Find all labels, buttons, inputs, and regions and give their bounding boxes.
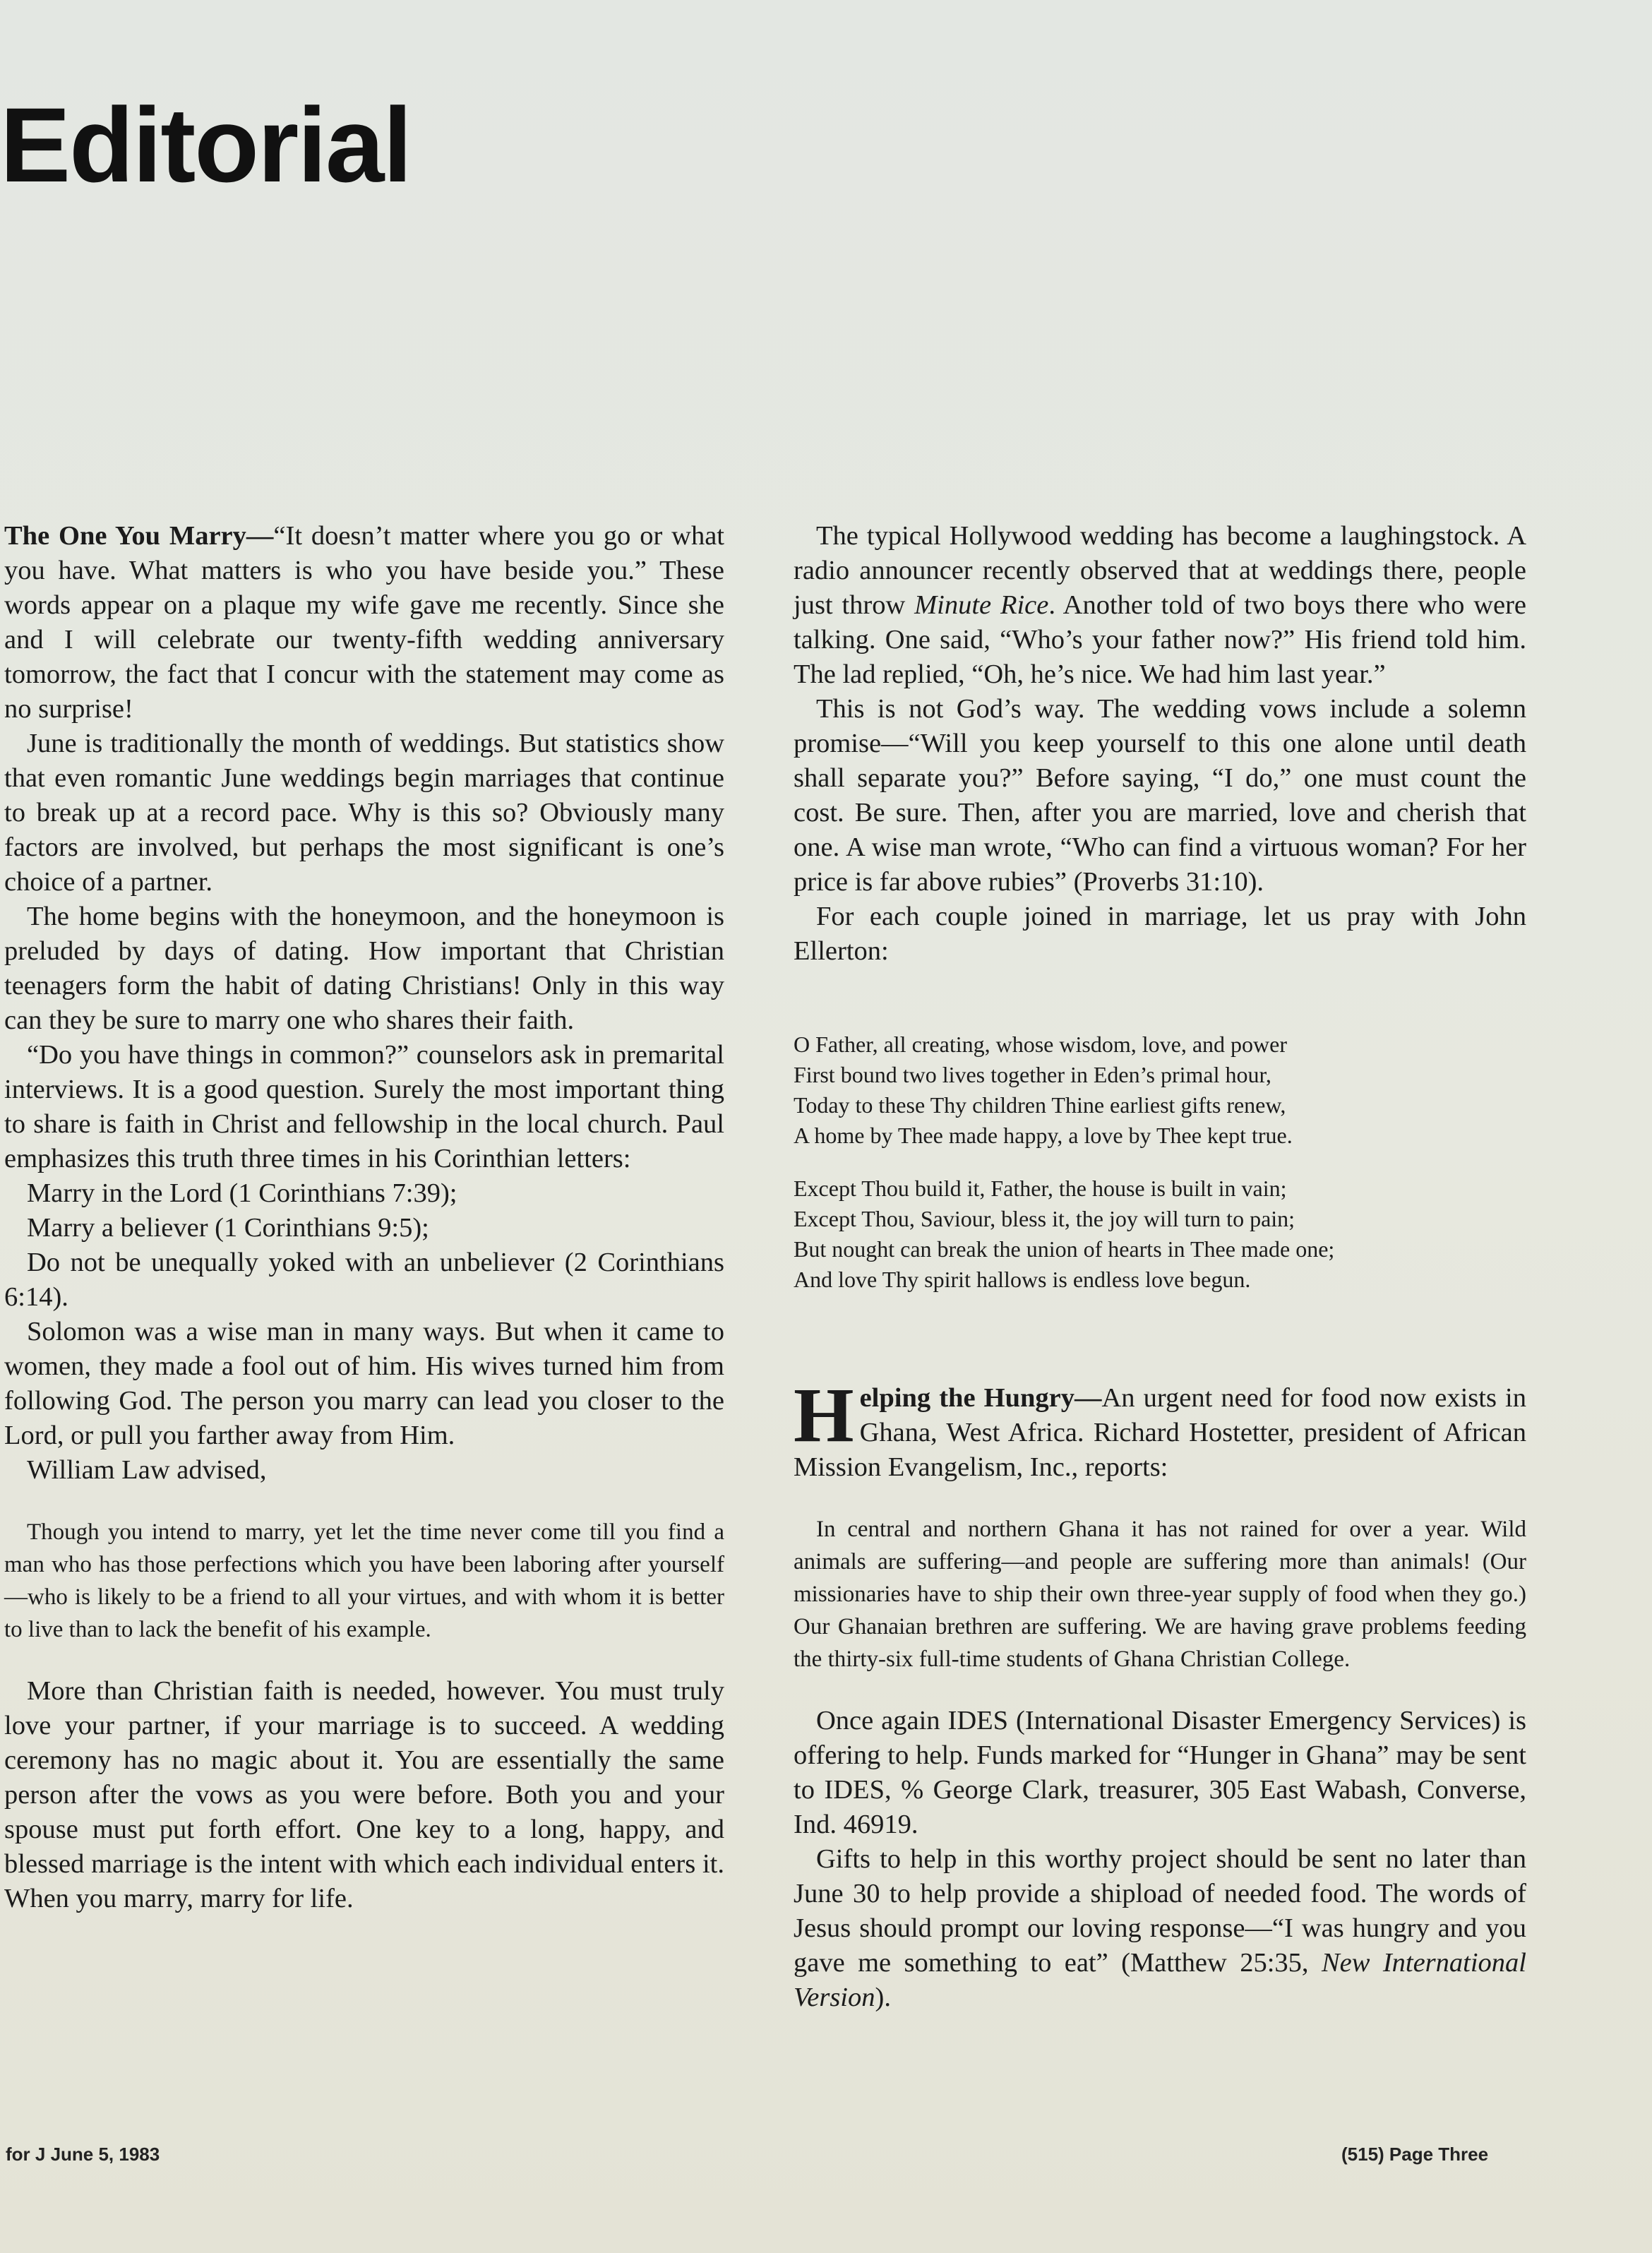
article1-paragraph-8: Solomon was a wise man in many ways. But when it came to women, they made a fool out of him. His wives turned him from following God. The person you marry can lead you closer to the Lord, or pull you farther away from Him. <box>4 1317 724 1450</box>
section-spacer <box>794 1317 1526 1381</box>
article1-paragraph-3: The home begins with the honeymoon, and the honeymoon is preluded by days of dating. How important that Christian teenagers form the habit of dating Christians! Only in this way can they be sure to marry one who shares their faith. <box>4 902 724 1035</box>
ellerton-poem <box>794 1029 1526 1295</box>
p3-italic: New International Version <box>794 1948 1526 2012</box>
poem-stanza-1 <box>794 1029 1526 1151</box>
p11-text-b: . Another told of two boys there who were talking. One said, “Who’s your father now?” His friend told him. The lad replied, “Oh, he’s nice. We had him last year.” <box>794 590 1526 689</box>
article2-opening-paragraph <box>794 1372 1526 1485</box>
article1-opening-text: “It doesn’t matter where you go or what you have. What matters is who you have beside you.” These words appear on a plaque my wife gave me recently. Since she and I will celebrate our twenty-fifth wedding anniversary tomorrow, the fact that I concur with the statement may come as no surprise! <box>4 521 724 724</box>
poem-line: Except Thou build it, Father, the house is built in vain; <box>794 1176 1287 1201</box>
article1-paragraph-13: For each couple joined in marriage, let us pray with John Ellerton: <box>794 902 1526 966</box>
article1-paragraph-11 <box>794 519 1526 692</box>
article1-paragraph-2: June is traditionally the month of weddings. But statistics show that even romantic June weddings begin marriages that continue to break up at a record pace. Why is this so? Obviously many factors are involved, but perhaps the most significant is one’s choice of a partner. <box>4 729 724 897</box>
article2-dropcap: H <box>794 1372 854 1458</box>
poem-line: And love Thy spirit hallows is endless love begun. <box>794 1267 1251 1292</box>
footer-page-number: (515) Page Three <box>1341 2144 1489 2165</box>
william-law-quote <box>4 1516 724 1646</box>
scripture-item-3: Do not be unequally yoked with an unbeliever (2 Corinthians 6:14). <box>4 1248 724 1312</box>
right-column <box>794 519 1526 2015</box>
p11-italic: Minute Rice <box>914 590 1049 620</box>
scripture-item-2: Marry a believer (1 Corinthians 9:5); <box>27 1213 429 1243</box>
poem-line: First bound two lives together in Eden’s primal hour, <box>794 1062 1271 1087</box>
p3-text-a: Gifts to help in this worthy project should be sent no later than June 30 to help provide a shipload of needed food. The words of Jesus should prompt our loving response—“I was hungry and you gave me something to eat” (Matthew 25:35, <box>794 1844 1526 1978</box>
p11-text-a: The typical Hollywood wedding has become a laughingstock. A radio announcer recently observed that at weddings there, people just throw <box>794 521 1526 620</box>
p3-text-b: ). <box>875 1983 891 2012</box>
quote-text: Though you intend to marry, yet let the time never come till you find a man who has those perfections which you have been laboring after yourself—who is likely to be a friend to all your virtues, and with whom it is better to live than to lack the benefit of his example. <box>4 1519 724 1642</box>
poem-line: But nought can break the union of hearts in Thee made one; <box>794 1236 1335 1262</box>
article2-paragraph-2: Once again IDES (International Disaster Emergency Services) is offering to help. Funds marked for “Hunger in Ghana” may be sent to IDES, % George Clark, treasurer, 305 East Wabash, Converse, Ind. 46919. <box>794 1706 1526 1839</box>
article2-opening-text: An urgent need for food now exists in Ghana, West Africa. Richard Hostetter, president of African Mission Evangelism, Inc., reports: <box>794 1383 1526 1482</box>
article1-paragraph-12: This is not God’s way. The wedding vows include a solemn promise—“Will you keep yourself to this one alone until death shall separate you?” Before saying, “I do,” one must count the cost. Be sure. Then, after you are married, love and cherish that one. A wise man wrote, “Who can find a virtuous woman? For her price is far above rubies” (Proverbs 31:10). <box>794 694 1526 897</box>
masthead-title: Editorial <box>0 85 412 204</box>
footer-date: for J June 5, 1983 <box>6 2144 160 2165</box>
poem-line: O Father, all creating, whose wisdom, love, and power <box>794 1032 1287 1057</box>
hostetter-quote <box>794 1513 1526 1675</box>
poem-line: Except Thou, Saviour, bless it, the joy will turn to pain; <box>794 1206 1295 1231</box>
article1-paragraph-9: William Law advised, <box>27 1455 267 1485</box>
scripture-item-1: Marry in the Lord (1 Corinthians 7:39); <box>27 1178 457 1208</box>
article1-paragraph-4: “Do you have things in common?” counselors ask in premarital interviews. It is a good question. Surely the most important thing to share is faith in Christ and fellowship in the local church. Paul emphasizes this truth three times in his Corinthian letters: <box>4 1040 724 1173</box>
article1-heading: The One You Marry— <box>4 521 274 551</box>
article2-heading: elping the Hungry— <box>859 1383 1102 1413</box>
poem-stanza-2 <box>794 1173 1526 1295</box>
article1-paragraph-10: More than Christian faith is needed, however. You must truly love your partner, if your marriage is to succeed. A wedding ceremony has no magic about it. You are essentially the same person after the vows as you were before. Both you and your spouse must put forth effort. One key to a long, happy, and blessed marriage is the intent with which each individual enters it. When you marry, marry for life. <box>4 1676 724 1913</box>
quote-text: In central and northern Ghana it has not rained for over a year. Wild animals are suffering—and people are suffering more than animals! (Our missionaries have to ship their own three-year supply of food when they go.) Our Ghanaian brethren are suffering. We are having grave problems feeding the thirty-six full-time students of Ghana Christian College. <box>794 1517 1526 1672</box>
left-column <box>4 519 724 1916</box>
poem-line: Today to these Thy children Thine earliest gifts renew, <box>794 1092 1286 1118</box>
article2-paragraph-3 <box>794 1842 1526 2015</box>
article1-opening-paragraph <box>4 519 724 727</box>
poem-line: A home by Thee made happy, a love by Thee kept true. <box>794 1123 1293 1148</box>
